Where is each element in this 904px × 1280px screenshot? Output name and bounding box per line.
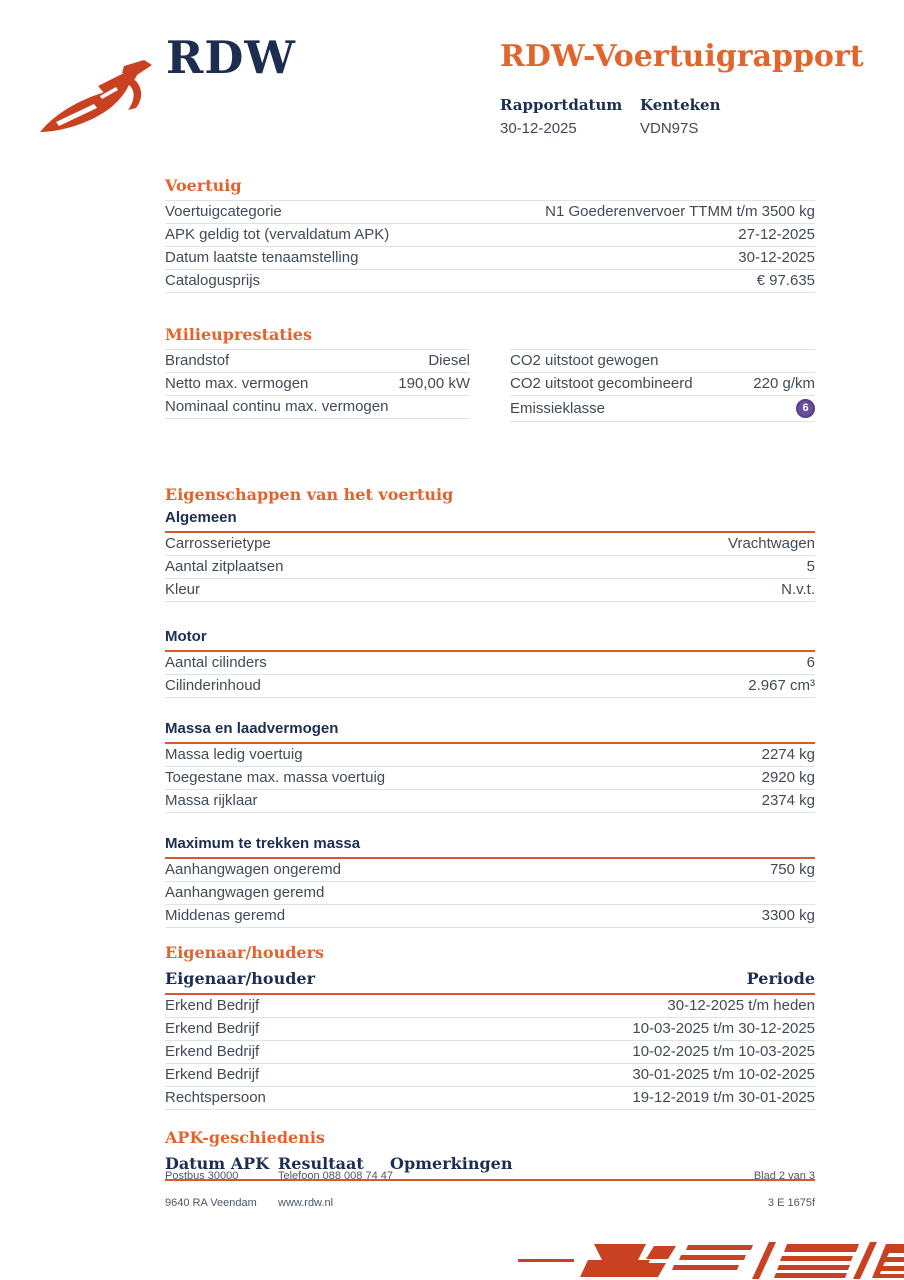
row-label: Kleur: [165, 581, 201, 598]
table-row: [165, 675, 815, 698]
table-row: [510, 373, 815, 396]
table-row: [165, 350, 470, 373]
emissieklasse-badge: 6: [796, 399, 815, 418]
row-value: € 97.635: [756, 272, 815, 289]
row-label: Netto max. vermogen: [165, 375, 309, 392]
row-value: Diesel: [428, 352, 470, 369]
subsection-heading: Algemeen: [165, 509, 815, 533]
row-value: 5: [806, 558, 815, 575]
section-eigenschappen: [165, 485, 815, 928]
rdw-logo: [40, 31, 296, 144]
report-meta: [500, 96, 830, 137]
footer-postbus: Postbus 30000: [165, 1170, 239, 1182]
table-row: [165, 882, 815, 905]
apk-table-header: [165, 1152, 815, 1181]
table-row: [165, 247, 815, 270]
row-value: 2374 kg: [761, 792, 815, 809]
section-heading: Eigenschappen van het voertuig: [165, 485, 454, 504]
owner-name: Erkend Bedrijf: [165, 1066, 260, 1083]
row-label: CO2 uitstoot gecombineerd: [510, 375, 693, 392]
row-label: Emissieklasse: [510, 399, 606, 417]
table-row: [165, 1087, 815, 1110]
brand-name: RDW: [166, 31, 296, 84]
section-milieuprestaties: [165, 325, 815, 422]
subsection-algemeen: [165, 509, 815, 602]
footer-city: 9640 RA Veendam: [165, 1197, 257, 1209]
table-row: [510, 350, 815, 373]
row-label: Carrosserietype: [165, 535, 271, 552]
subsection-motor: [165, 628, 815, 698]
row-label: Aanhangwagen geremd: [165, 884, 325, 901]
milieu-left-table: [165, 349, 470, 422]
section-eigenaar-houders: [165, 943, 815, 1110]
license-plate-label: Kenteken: [640, 96, 721, 114]
row-label: Massa ledig voertuig: [165, 746, 303, 763]
row-label: Brandstof: [165, 352, 230, 369]
page-title: RDW-Voertuigrapport: [500, 39, 864, 74]
row-label: Toegestane max. massa voertuig: [165, 769, 386, 786]
owner-period: 19-12-2019 t/m 30-01-2025: [632, 1089, 815, 1106]
table-row: [165, 744, 815, 767]
license-plate-block: [640, 96, 780, 137]
report-date-value: 30-12-2025: [500, 120, 577, 137]
owner-name: Erkend Bedrijf: [165, 1020, 260, 1037]
trekken-table: [165, 859, 815, 928]
owner-period: 10-02-2025 t/m 10-03-2025: [632, 1043, 815, 1060]
table-row: [165, 533, 815, 556]
row-value: 750 kg: [769, 861, 815, 878]
row-label: Middenas geremd: [165, 907, 286, 924]
row-label: APK geldig tot (vervaldatum APK): [165, 226, 390, 243]
section-apk-geschiedenis: [165, 1128, 815, 1181]
table-row: [165, 201, 815, 224]
row-label: Voertuigcategorie: [165, 203, 282, 220]
table-row: [165, 224, 815, 247]
table-row: [165, 1041, 815, 1064]
row-value: Vrachtwagen: [728, 535, 815, 552]
owner-period: 10-03-2025 t/m 30-12-2025: [632, 1020, 815, 1037]
rdw-speed-graphic: [518, 1240, 904, 1280]
row-value: 3300 kg: [761, 907, 815, 924]
table-row: [165, 790, 815, 813]
row-label: Cilinderinhoud: [165, 677, 261, 694]
section-heading: Voertuig: [165, 176, 242, 195]
section-heading: Eigenaar/houders: [165, 943, 325, 962]
footer-website: www.rdw.nl: [278, 1197, 334, 1209]
row-label: Massa rijklaar: [165, 792, 258, 809]
row-value: 27-12-2025: [738, 226, 815, 243]
table-row: [165, 373, 470, 396]
owner-table: [165, 995, 815, 1110]
row-value: 2.967 cm³: [748, 677, 815, 694]
table-row: [510, 396, 815, 422]
table-row: [165, 1018, 815, 1041]
footer-phone: Telefoon 088 008 74 47: [278, 1170, 393, 1182]
subsection-heading: Maximum te trekken massa: [165, 835, 815, 859]
owner-name: Erkend Bedrijf: [165, 997, 260, 1014]
section-heading: Milieuprestaties: [165, 325, 312, 344]
row-value: N.v.t.: [781, 581, 815, 598]
row-value: 220 g/km: [753, 375, 815, 392]
algemeen-table: [165, 533, 815, 602]
table-row: [165, 270, 815, 293]
row-label: CO2 uitstoot gewogen: [510, 352, 659, 369]
column-header-opmerkingen: Opmerkingen: [390, 1154, 513, 1173]
footer-page-indicator: Blad 2 van 3: [753, 1170, 815, 1182]
footer-line-2: [165, 1197, 815, 1210]
milieu-right-table: [510, 349, 815, 422]
column-header-resultaat: Resultaat: [278, 1154, 364, 1173]
table-row: [165, 396, 470, 419]
row-value: 2920 kg: [761, 769, 815, 786]
rdw-feather-icon: [40, 52, 160, 144]
row-value: N1 Goederenvervoer TTMM t/m 3500 kg: [545, 203, 815, 220]
row-label: Catalogusprijs: [165, 272, 261, 289]
subsection-heading: Motor: [165, 628, 815, 652]
owner-table-header: [165, 967, 815, 995]
table-row: [165, 995, 815, 1018]
speed-stripes-icon: [518, 1240, 904, 1280]
column-header-owner: Eigenaar/houder: [165, 969, 316, 988]
report-date-block: [500, 96, 640, 137]
license-plate-value: VDN97S: [640, 120, 699, 137]
report-title-block: [500, 39, 864, 137]
subsection-maximum-te-trekken-massa: [165, 835, 815, 928]
report-date-label: Rapportdatum: [500, 96, 623, 114]
row-value: 190,00 kW: [398, 375, 470, 392]
table-row: [165, 1064, 815, 1087]
motor-table: [165, 652, 815, 698]
table-row: [165, 859, 815, 882]
row-label: Datum laatste tenaamstelling: [165, 249, 359, 266]
column-header-datum-apk: Datum APK: [165, 1154, 270, 1173]
table-row: [165, 767, 815, 790]
footer-doc-code: 3 E 1675f: [767, 1197, 815, 1209]
section-heading: APK-geschiedenis: [165, 1128, 325, 1147]
row-value: 6: [806, 654, 815, 671]
row-label: Aantal cilinders: [165, 654, 267, 671]
milieu-columns: [165, 349, 815, 422]
massa-table: [165, 744, 815, 813]
column-header-period: Periode: [746, 969, 815, 988]
row-value: 30-12-2025: [738, 249, 815, 266]
owner-name: Erkend Bedrijf: [165, 1043, 260, 1060]
owner-name: Rechtspersoon: [165, 1089, 266, 1106]
table-row: [165, 579, 815, 602]
row-value: 2274 kg: [761, 746, 815, 763]
table-row: [165, 556, 815, 579]
table-row: [165, 905, 815, 928]
row-value: [796, 399, 815, 418]
voertuig-table: [165, 200, 815, 293]
row-label: Nominaal continu max. vermogen: [165, 398, 389, 415]
owner-period: 30-12-2025 t/m heden: [667, 997, 815, 1014]
section-voertuig: [165, 176, 815, 293]
owner-period: 30-01-2025 t/m 10-02-2025: [632, 1066, 815, 1083]
row-label: Aantal zitplaatsen: [165, 558, 284, 575]
subsection-heading: Massa en laadvermogen: [165, 720, 815, 744]
subsection-massa-en-laadvermogen: [165, 720, 815, 813]
row-label: Aanhangwagen ongeremd: [165, 861, 341, 878]
table-row: [165, 652, 815, 675]
